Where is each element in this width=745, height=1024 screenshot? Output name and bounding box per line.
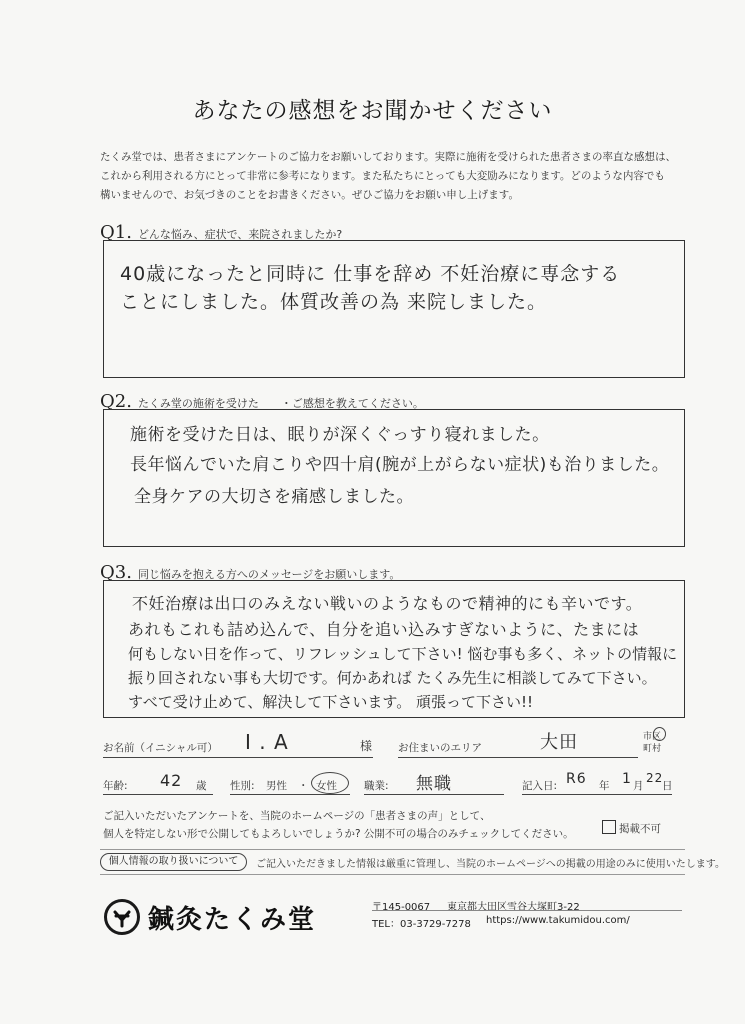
age-underline[interactable] [103,794,213,795]
area-suffix-ward: 市区 [643,732,662,742]
date-year-value: R6 [566,771,587,787]
q2-answer-line: 全身ケアの大切さを痛感しました。 [134,487,414,507]
consent-line-1: ご記入いただいたアンケートを、当院のホームページの「患者さまの声」として、 [103,810,491,822]
date-day-label: 日 [662,780,673,792]
gender-female-circle [311,772,349,794]
area-suffix-town: 町村 [643,744,662,754]
clinic-name: 鍼灸たくみ堂 [148,905,317,935]
age-suffix: 歳 [196,780,207,792]
q3-answer-line: あれもこれも詰め込んで、自分を追い込みすぎないように、たまには [128,620,640,639]
date-day-value: 22 [646,771,664,785]
area-suffix-circle [653,727,666,741]
date-label: 記入日: [522,780,558,792]
job-underline[interactable] [364,794,504,795]
q2-answer-box[interactable] [103,409,685,547]
q3-number: Q3. [100,562,132,583]
job-label: 職業: [364,780,389,792]
q2-prompt: たくみ堂の施術を受けた ・ご感想を教えてください。 [137,397,424,410]
age-label: 年齢: [103,780,128,792]
q2-answer-line: 施術を受けた日は、眠りが深くぐっすり寝れました。 [130,425,550,445]
date-year-label: 年 [599,780,610,792]
q1-answer-box[interactable] [103,240,685,378]
date-underline[interactable] [522,794,672,795]
privacy-pill: 個人情報の取り扱いについて [100,853,247,871]
q3-answer-line: 不妊治療は出口のみえない戦いのようなもので精神的にも辛いです。 [132,594,643,613]
age-value: 42 [160,771,183,790]
q1-prompt: どんな悩み、症状で、来院されましたか? [137,228,343,241]
privacy-text: ご記入いただきました情報は厳重に管理し、当院のホームページへの掲載の用途のみに使用いたします。 [256,859,725,870]
date-month-value: 1 [622,771,632,787]
q3-answer-line: すべて受け止めて、解決して下さいます。 頑張って下さい!! [128,693,533,711]
name-value: I . A [245,730,289,754]
q1-answer-line: ことにしました。体質改善の為 来院しました。 [120,291,548,313]
q2-number: Q2. [100,391,132,412]
privacy-divider-top [100,849,685,850]
area-value: 大田 [540,732,578,753]
name-label: お名前（イニシャル可） [103,742,218,754]
clinic-logo-icon [104,899,140,935]
intro-line: これから利用される方にとって非常に参考になります。また私たちにとっても大変励みになります。どのような内容でも [100,170,665,182]
postal-code: 〒145-0067 [372,902,431,913]
q3-prompt: 同じ悩みを抱える方へのメッセージをお願いします。 [137,568,401,581]
website-link[interactable]: https://www.takumidou.com/ [486,915,630,926]
address: 東京都大田区雪谷大塚町3-22 [447,902,580,913]
name-suffix: 様 [360,739,373,753]
gender-label: 性別: [230,780,255,792]
q1-answer-line: 40歳になったと同時に 仕事を辞め 不妊治療に専念する [120,263,621,285]
job-value: 無職 [416,774,452,794]
q3-answer-line: 何もしない日を作って、リフレッシュして下さい! 悩む事も多く、ネットの情報に [128,645,678,663]
intro-line: 構いませんので、お気づきのことをお書きください。ぜひご協力をお願い申し上げます。 [100,189,519,201]
q3-answer-line: 振り回されない事も大切です。何かあれば たくみ先生に相談してみて下さい。 [128,669,657,687]
gender-underline [230,794,350,795]
gender-male-option[interactable]: 男性 [266,780,287,792]
area-underline[interactable] [398,757,638,758]
address-divider [372,910,682,911]
date-month-label: 月 [633,780,644,792]
intro-text [100,148,690,205]
intro-line: たくみ堂では、患者さまにアンケートのご協力をお願いしております。実際に施術を受けられた患者さまの率直な感想は、 [100,151,677,163]
area-label: お住まいのエリア [398,742,482,754]
gender-female-option[interactable]: 女性 [316,780,337,792]
publish-refuse-checkbox[interactable] [602,820,616,834]
publish-refuse-label: 掲載不可 [619,823,661,835]
q1-number: Q1. [100,222,132,243]
telephone: TEL：03-3729-7278 [372,919,471,930]
name-underline[interactable] [103,757,373,758]
privacy-divider-bottom [100,874,685,875]
page-title: あなたの感想をお聞かせください [192,98,553,124]
consent-line-2: 個人を特定しない形で公開してもよろしいでしょうか? 公開不可の場合のみチェックしてください。 [103,828,574,840]
q3-answer-box[interactable] [103,580,685,718]
q2-answer-line: 長年悩んでいた肩こりや四十肩(腕が上がらない症状)も治りました。 [130,455,670,475]
gender-separator: ・ [298,780,309,792]
